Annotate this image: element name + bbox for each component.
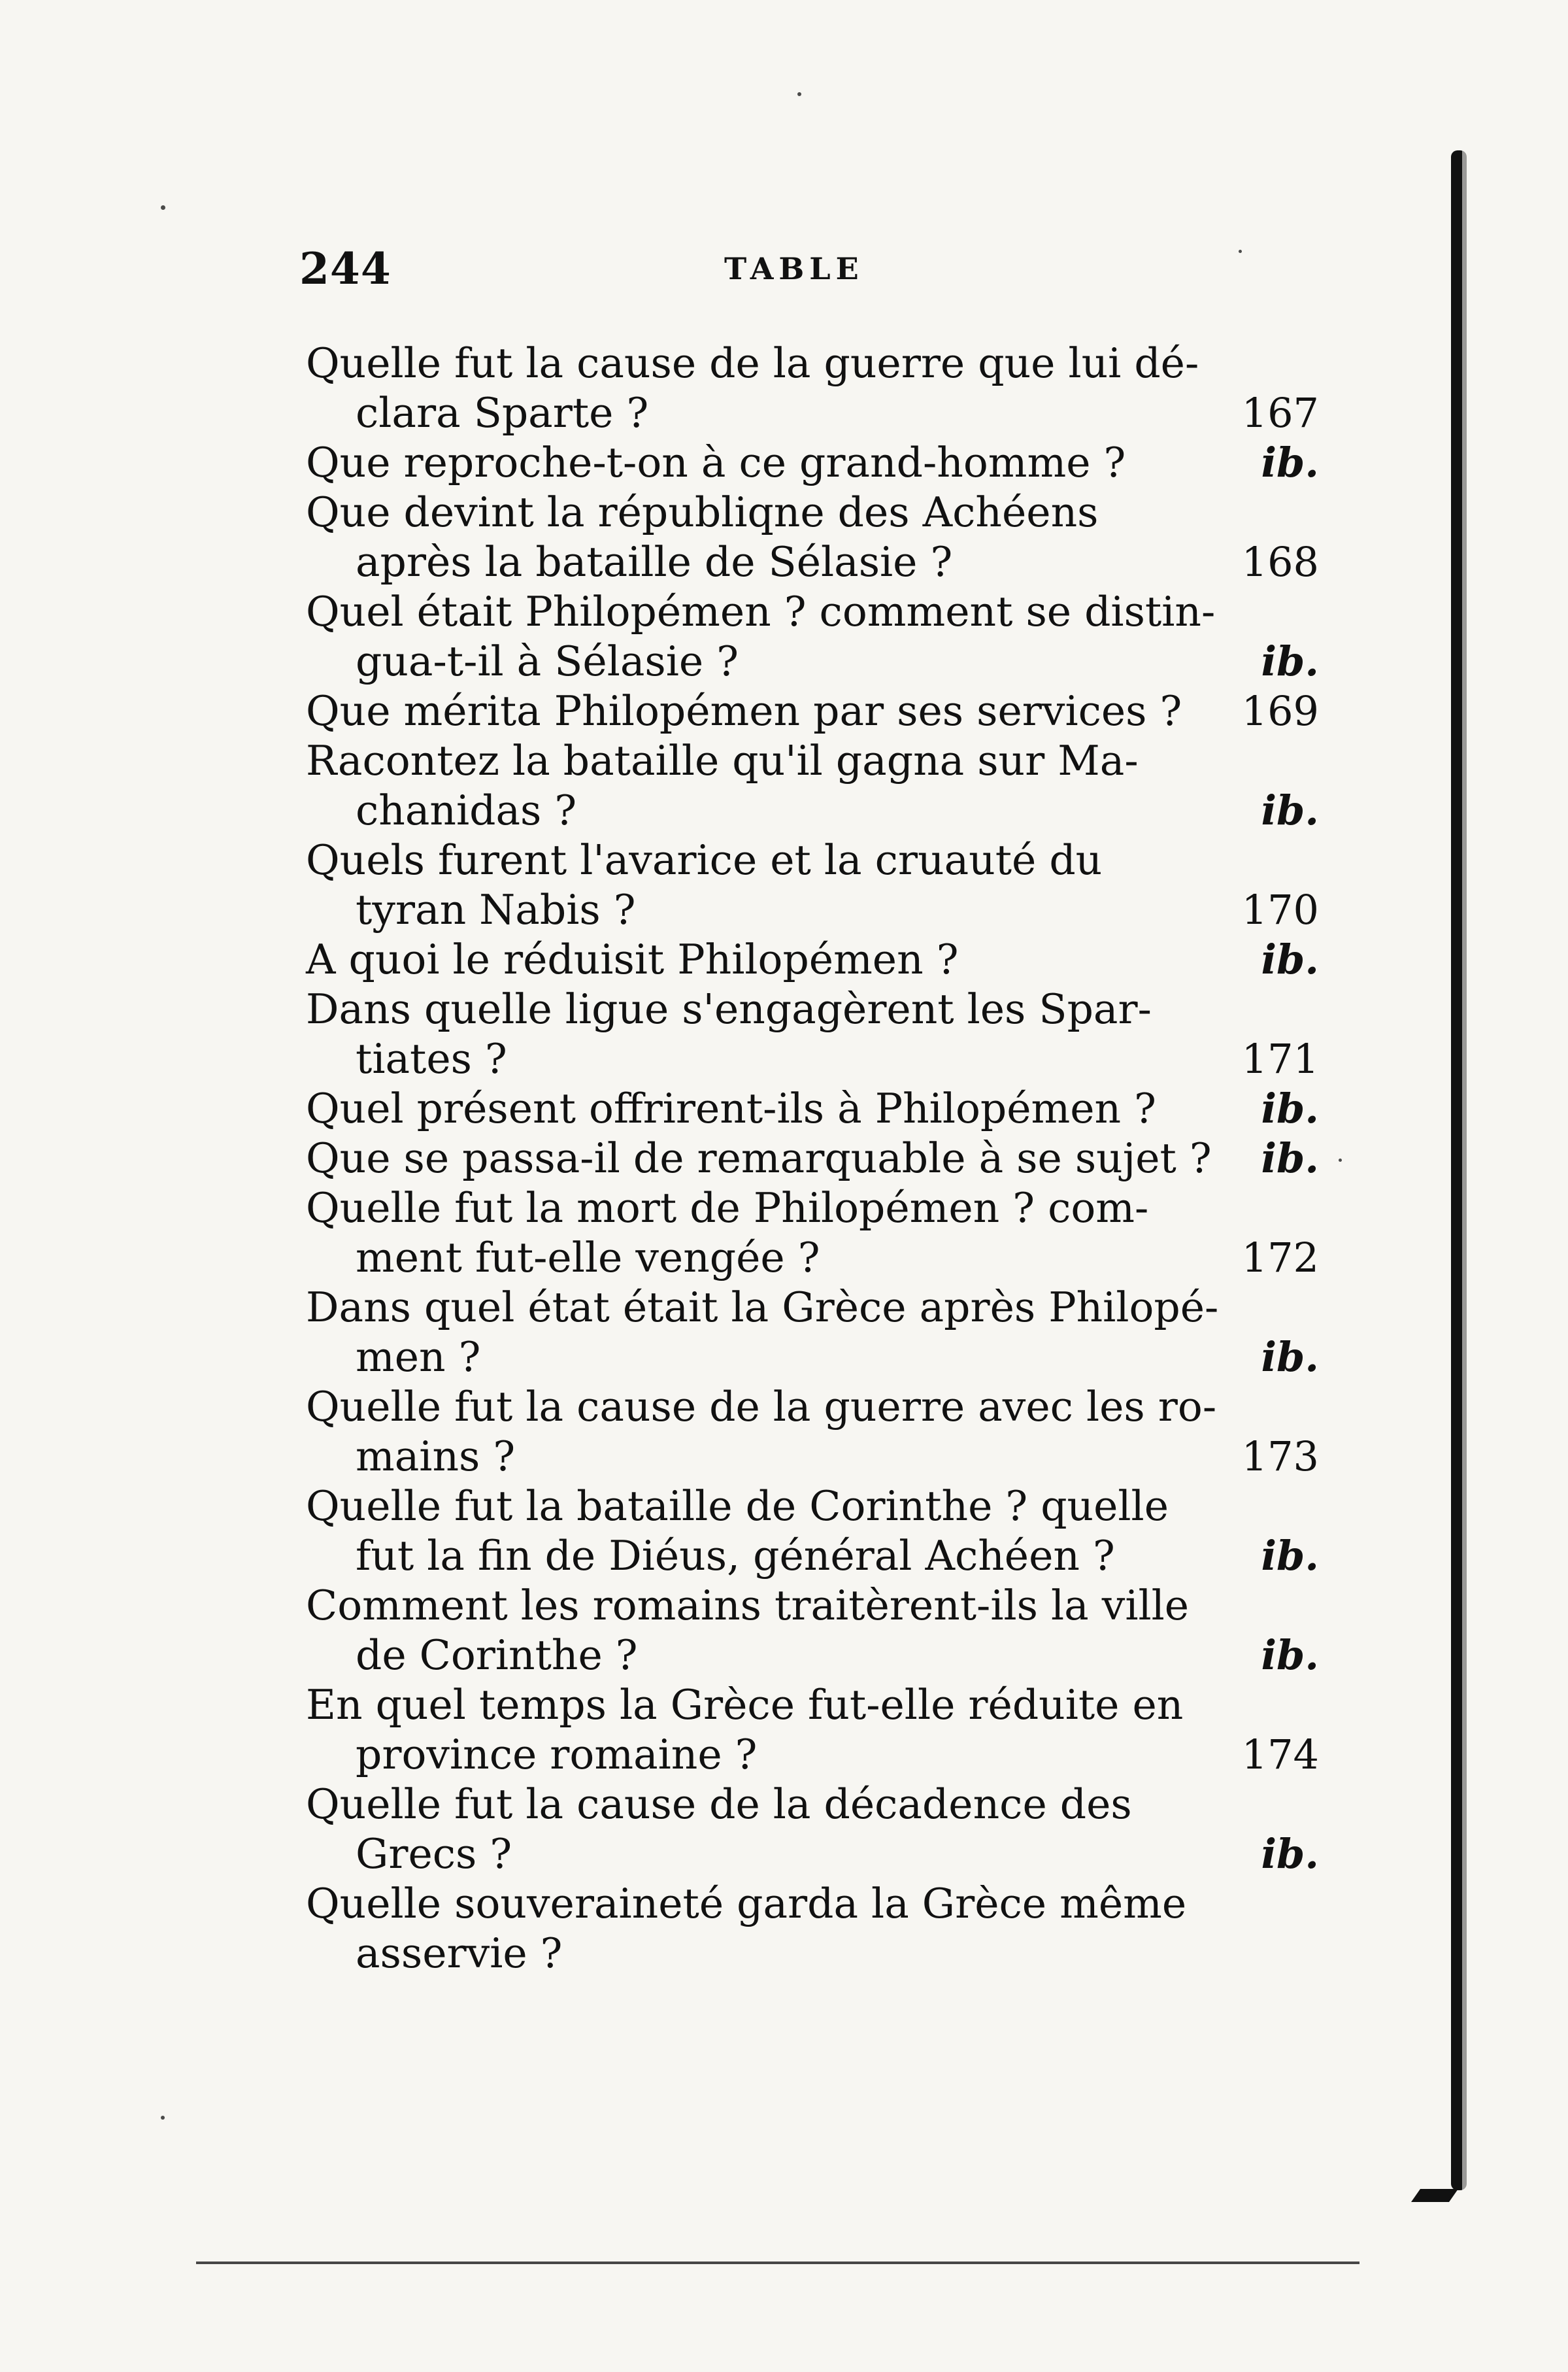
print-speck: [161, 2116, 165, 2120]
entry-line: asservie ?: [356, 1929, 563, 1977]
toc-entry: [306, 438, 1319, 488]
entry-line: [306, 686, 1319, 736]
entry-line: [306, 1084, 1319, 1134]
page-reference: 174: [1241, 1731, 1319, 1778]
entry-line: [306, 1531, 1319, 1581]
entry-line: Que devint la républiqne des Achéens: [306, 488, 1099, 536]
entry-line: [306, 438, 1319, 488]
entry-line: En quel temps la Grèce fut-elle réduite en: [306, 1681, 1184, 1729]
entry-line: [306, 1730, 1319, 1780]
page-reference: ib.: [1261, 1134, 1319, 1182]
toc-entry: [306, 686, 1319, 736]
page-reference: 172: [1241, 1234, 1319, 1281]
entry-line-text: A quoi le réduisit Philopémen ?: [306, 936, 959, 983]
entry-line: [306, 1829, 1319, 1879]
entry-line: [306, 1034, 1319, 1084]
toc-entry: [306, 736, 1319, 836]
entry-line: [306, 885, 1319, 935]
page-reference: ib.: [1261, 787, 1319, 834]
entry-line: Quelle fut la cause de la décadence des: [306, 1780, 1132, 1828]
entry-line: [306, 1432, 1319, 1482]
entry-line: [306, 1631, 1319, 1680]
entry-line: [306, 786, 1319, 836]
page-reference: ib.: [1261, 637, 1319, 685]
toc-entry: [306, 1084, 1319, 1134]
print-speck: [1239, 250, 1242, 253]
entry-line-text: Que mérita Philopémen par ses services ?: [306, 687, 1182, 735]
entry-line-text: Que reproche-t-on à ce grand-homme ?: [306, 439, 1126, 486]
page-reference: 168: [1241, 538, 1319, 586]
page-reference: ib.: [1261, 936, 1319, 983]
entry-line-text: clara Sparte ?: [356, 389, 649, 437]
entry-line: Quelle fut la cause de la guerre avec les ro-: [306, 1383, 1217, 1431]
page-reference: ib.: [1261, 1532, 1319, 1580]
page-reference: ib.: [1261, 1830, 1319, 1878]
toc-entry: [306, 1581, 1319, 1680]
toc-entry: [306, 935, 1319, 985]
entry-line: [306, 935, 1319, 985]
running-title: TABLE: [724, 251, 864, 286]
toc-entry: [306, 1780, 1319, 1879]
toc-entry: [306, 1482, 1319, 1581]
entry-line-text: chanidas ?: [356, 787, 577, 834]
entry-line: [306, 1332, 1319, 1382]
print-speck: [161, 205, 165, 210]
toc-entry: [306, 1680, 1319, 1780]
toc-entry: [306, 836, 1319, 935]
toc-entry: [306, 1283, 1319, 1382]
entry-line: Racontez la bataille qu'il gagna sur Ma-: [306, 737, 1139, 785]
entry-line-text: province romaine ?: [356, 1731, 758, 1778]
toc-entry: [306, 339, 1319, 438]
entry-line-text: fut la fin de Diéus, général Achéen ?: [356, 1532, 1115, 1580]
toc-entry: [306, 1183, 1319, 1283]
entry-line: Quel était Philopémen ? comment se distin-: [306, 588, 1216, 635]
entry-line: Dans quel état était la Grèce après Philopé-: [306, 1283, 1219, 1331]
page-reference: 167: [1241, 389, 1319, 437]
entry-line: Comment les romains traitèrent-ils la ville: [306, 1582, 1190, 1629]
entry-line: Quelle fut la mort de Philopémen ? com-: [306, 1184, 1149, 1232]
entry-line-text: de Corinthe ?: [356, 1631, 638, 1679]
entry-line: [306, 537, 1319, 587]
entry-line-text: men ?: [356, 1333, 481, 1381]
page-header: [299, 243, 1247, 315]
entry-line-text: tyran Nabis ?: [356, 886, 636, 934]
entry-line: Quels furent l'avarice et la cruauté du: [306, 836, 1103, 884]
toc-entry: [306, 985, 1319, 1084]
page-reference: ib.: [1261, 1631, 1319, 1679]
entry-line-text: après la bataille de Sélasie ?: [356, 538, 953, 586]
toc-entry: [306, 1134, 1319, 1183]
entry-line: [306, 388, 1319, 438]
entry-line-text: Que se passa-il de remarquable à se sujet ?: [306, 1134, 1212, 1182]
entry-line: [306, 1134, 1319, 1183]
entry-line-text: mains ?: [356, 1432, 516, 1480]
page-number: 244: [299, 243, 392, 294]
page-reference: ib.: [1261, 1085, 1319, 1132]
page-reference: 170: [1241, 886, 1319, 934]
entry-line: Quelle souveraineté garda la Grèce même: [306, 1880, 1187, 1927]
toc-entry: [306, 587, 1319, 686]
entry-line-text: Quel présent offrirent-ils à Philopémen ?: [306, 1085, 1156, 1132]
entry-line-text: tiates ?: [356, 1035, 507, 1083]
page-reference: 173: [1241, 1432, 1319, 1480]
entry-line-text: gua-t-il à Sélasie ?: [356, 637, 739, 685]
page-reference: ib.: [1261, 1333, 1319, 1381]
print-speck: [1339, 1159, 1342, 1162]
page-reference: 171: [1241, 1035, 1319, 1083]
entry-line: [306, 637, 1319, 686]
page-reference: ib.: [1261, 439, 1319, 486]
toc-entry: [306, 488, 1319, 587]
print-speck: [797, 92, 801, 96]
entry-line-text: ment fut-elle vengée ?: [356, 1234, 820, 1281]
entry-line: [306, 1233, 1319, 1283]
bottom-rule: [196, 2262, 1359, 2264]
entry-line: Dans quelle ligue s'engagèrent les Spar-: [306, 985, 1152, 1033]
entry-line: Quelle fut la cause de la guerre que lui dé-: [306, 339, 1199, 387]
table-of-contents: [306, 339, 1319, 1978]
book-edge-shadow: [1451, 150, 1467, 2190]
toc-entry: [306, 1879, 1319, 1978]
page-reference: 169: [1241, 687, 1319, 735]
entry-line: Quelle fut la bataille de Corinthe ? quelle: [306, 1482, 1169, 1530]
entry-line-text: Grecs ?: [356, 1830, 512, 1878]
toc-entry: [306, 1382, 1319, 1482]
